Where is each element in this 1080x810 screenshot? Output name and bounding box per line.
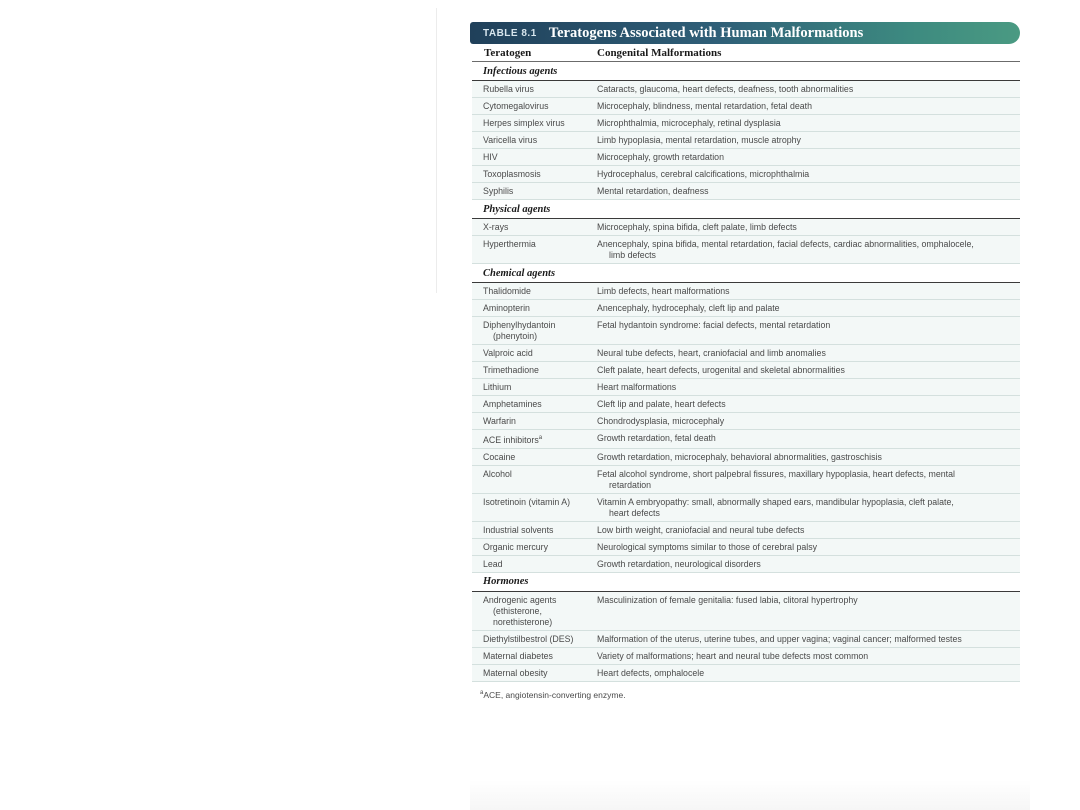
table-row <box>472 317 1020 345</box>
teratogen-cell <box>472 219 597 235</box>
malformation-text: Microcephaly, spina bifida, cleft palate, limb defects <box>597 222 797 232</box>
teratogen-cell <box>472 98 597 114</box>
teratogen-text <box>483 101 597 112</box>
malformation-cell <box>597 413 1020 429</box>
teratogen-text <box>483 399 597 410</box>
teratogen-text <box>483 348 597 359</box>
malformation-cell <box>597 556 1020 572</box>
column-header-teratogen: Teratogen <box>484 46 532 59</box>
teratogen-line: Syphilis <box>483 186 514 196</box>
teratogen-text <box>483 239 597 250</box>
table-row <box>472 396 1020 413</box>
malformation-text: Fetal alcohol syndrome, short palpebral fissures, maxillary hypoplasia, heart defects, mental <box>597 468 955 479</box>
malformation-cell <box>597 430 1020 448</box>
section-header: Infectious agents <box>472 62 1020 81</box>
teratogen-text <box>483 617 597 628</box>
malformation-cell <box>597 522 1020 538</box>
teratogen-text <box>483 186 597 197</box>
teratogen-line: Maternal obesity <box>483 667 548 678</box>
table-row <box>472 494 1020 522</box>
table-row <box>472 430 1020 449</box>
teratogen-cell <box>472 81 597 97</box>
teratogen-text <box>483 382 597 393</box>
table-title: Teratogens Associated with Human Malformations <box>548 24 864 41</box>
malformation-cell <box>597 149 1020 165</box>
malformation-text: Anencephaly, spina bifida, mental retardation, facial defects, cardiac abnormalities, omphalocele, <box>597 239 974 249</box>
malformation-text: Heart defects, omphalocele <box>597 667 705 678</box>
teratogen-text <box>483 634 597 645</box>
teratogen-cell <box>472 648 597 664</box>
table-row <box>472 631 1020 648</box>
table-row <box>472 466 1020 494</box>
teratogen-line: Rubella virus <box>483 84 534 94</box>
teratogen-text <box>483 525 597 536</box>
teratogen-text <box>483 651 597 662</box>
table-row <box>472 345 1020 362</box>
table-row <box>472 362 1020 379</box>
teratogen-text <box>483 286 597 297</box>
teratogen-cell <box>472 236 597 263</box>
malformation-text: Limb defects, heart malformations <box>597 286 730 296</box>
table-row <box>472 665 1020 682</box>
malformation-cell <box>597 98 1020 114</box>
malformation-cell <box>597 300 1020 316</box>
malformation-cell <box>597 466 1020 493</box>
section-header: Physical agents <box>472 200 1020 219</box>
table-row <box>472 556 1020 573</box>
malformation-cell <box>597 396 1020 412</box>
teratogen-cell <box>472 183 597 199</box>
teratogen-text <box>483 452 597 463</box>
table-row <box>472 592 1020 631</box>
malformation-cell <box>597 539 1020 555</box>
malformation-cell <box>597 183 1020 199</box>
table-row <box>472 449 1020 466</box>
teratogen-text <box>483 331 597 342</box>
table-row <box>472 283 1020 300</box>
teratogen-text <box>483 320 597 331</box>
teratogen-line: Varicella virus <box>483 135 538 145</box>
table-row <box>472 166 1020 183</box>
teratogen-cell <box>472 466 597 493</box>
malformation-text: Microcephaly, growth retardation <box>597 152 724 162</box>
teratogen-line: ACE inhibitors <box>483 434 539 445</box>
teratogen-line: Cocaine <box>483 451 516 462</box>
teratogen-cell <box>472 345 597 361</box>
malformation-text: Hydrocephalus, cerebral calcifications, microphthalmia <box>597 169 810 179</box>
teratogen-line: HIV <box>483 152 498 162</box>
page-edge <box>436 8 437 293</box>
teratogen-line: Valproic acid <box>483 348 533 358</box>
teratogen-line: Maternal diabetes <box>483 650 553 661</box>
malformation-cell <box>597 665 1020 681</box>
column-header-malformations: Congenital Malformations <box>597 46 722 59</box>
table-row <box>472 236 1020 264</box>
table-row <box>472 98 1020 115</box>
teratogen-line: Herpes simplex virus <box>483 118 565 128</box>
malformation-cell <box>597 592 1020 630</box>
malformation-cell <box>597 379 1020 395</box>
column-header-row <box>472 44 1020 62</box>
teratogen-table <box>470 22 1020 700</box>
teratogen-line: (phenytoin) <box>493 331 538 341</box>
teratogen-line: (ethisterone, <box>493 605 542 616</box>
malformation-text: Anencephaly, hydrocephaly, cleft lip and palate <box>597 303 780 313</box>
teratogen-text <box>483 152 597 163</box>
teratogen-cell <box>472 115 597 131</box>
table-footnote <box>480 690 1020 700</box>
teratogen-text <box>483 469 597 480</box>
teratogen-text <box>483 365 597 376</box>
teratogen-text <box>483 542 597 553</box>
malformation-cell <box>597 219 1020 235</box>
malformation-text: Neurological symptoms similar to those of cerebral palsy <box>597 541 818 552</box>
teratogen-line: Hyperthermia <box>483 239 536 249</box>
teratogen-cell <box>472 379 597 395</box>
malformation-text: Growth retardation, fetal death <box>597 433 716 443</box>
malformation-text: Cleft palate, heart defects, urogenital and skeletal abnormalities <box>597 365 845 375</box>
teratogen-line: Lead <box>483 558 503 569</box>
table-title-bar <box>470 22 1020 44</box>
table-row <box>472 379 1020 396</box>
malformation-text: Limb hypoplasia, mental retardation, muscle atrophy <box>597 135 801 145</box>
teratogen-line: Toxoplasmosis <box>483 169 541 179</box>
teratogen-cell <box>472 132 597 148</box>
malformation-text: Chondrodysplasia, microcephaly <box>597 416 725 426</box>
teratogen-line: Thalidomide <box>483 286 531 296</box>
teratogen-line: Diphenylhydantoin <box>483 320 556 330</box>
teratogen-line: Aminopterin <box>483 303 530 313</box>
malformation-text: Heart malformations <box>597 382 677 392</box>
table-body <box>472 44 1020 682</box>
teratogen-line: Warfarin <box>483 416 516 426</box>
malformation-text: Growth retardation, microcephaly, behavioral abnormalities, gastroschisis <box>597 451 882 462</box>
malformation-cell <box>597 648 1020 664</box>
footnote-marker: a <box>538 435 543 441</box>
malformation-text: Low birth weight, craniofacial and neural tube defects <box>597 524 805 535</box>
teratogen-cell <box>472 149 597 165</box>
malformation-cell <box>597 132 1020 148</box>
teratogen-line: norethisterone) <box>493 616 553 627</box>
teratogen-line: X-rays <box>483 222 509 232</box>
table-row <box>472 300 1020 317</box>
malformation-cell <box>597 236 1020 263</box>
malformation-text: Vitamin A embryopathy: small, abnormally shaped ears, mandibular hypoplasia, cleft palate, <box>597 496 954 507</box>
teratogen-text <box>483 118 597 129</box>
teratogen-cell <box>472 300 597 316</box>
malformation-cell <box>597 166 1020 182</box>
table-row <box>472 648 1020 665</box>
footnote-text: ACE, angiotensin-converting enzyme. <box>483 689 626 700</box>
teratogen-cell <box>472 522 597 538</box>
section-header: Hormones <box>472 573 1020 592</box>
malformation-cell <box>597 345 1020 361</box>
malformation-cell <box>597 631 1020 647</box>
teratogen-cell <box>472 413 597 429</box>
malformation-text: Mental retardation, deafness <box>597 186 709 196</box>
teratogen-cell <box>472 539 597 555</box>
footnote-marker: a <box>480 690 484 697</box>
table-row <box>472 413 1020 430</box>
teratogen-line: Organic mercury <box>483 541 549 552</box>
table-row <box>472 81 1020 98</box>
teratogen-line: Cytomegalovirus <box>483 101 549 111</box>
teratogen-text <box>483 416 597 427</box>
teratogen-line: Lithium <box>483 382 512 392</box>
teratogen-cell <box>472 556 597 572</box>
teratogen-text <box>483 222 597 233</box>
teratogen-text <box>483 303 597 314</box>
malformation-cell <box>597 362 1020 378</box>
malformation-text: Growth retardation, neurological disorders <box>597 558 761 569</box>
teratogen-line: Isotretinoin (vitamin A) <box>483 496 571 507</box>
malformation-text: Microphthalmia, microcephaly, retinal dysplasia <box>597 118 781 128</box>
malformation-text: Cleft lip and palate, heart defects <box>597 399 726 409</box>
table-row <box>472 219 1020 236</box>
malformation-text: Neural tube defects, heart, craniofacial and limb anomalies <box>597 348 826 358</box>
malformation-text: retardation <box>609 479 652 490</box>
teratogen-cell <box>472 592 597 630</box>
teratogen-cell <box>472 166 597 182</box>
malformation-cell <box>597 494 1020 521</box>
teratogen-line: Amphetamines <box>483 399 542 409</box>
malformation-cell <box>597 317 1020 344</box>
teratogen-text <box>483 668 597 679</box>
teratogen-cell <box>472 631 597 647</box>
teratogen-text <box>483 433 597 446</box>
teratogen-line: Diethylstilbestrol (DES) <box>483 633 574 644</box>
table-row <box>472 149 1020 166</box>
teratogen-line: Alcohol <box>483 468 512 479</box>
malformation-text: Fetal hydantoin syndrome: facial defects, mental retardation <box>597 320 831 330</box>
malformation-cell <box>597 449 1020 465</box>
table-row <box>472 115 1020 132</box>
teratogen-line: Androgenic agents <box>483 594 557 605</box>
teratogen-cell <box>472 283 597 299</box>
teratogen-cell <box>472 396 597 412</box>
teratogen-text <box>483 135 597 146</box>
malformation-text: heart defects <box>609 507 660 518</box>
teratogen-text <box>483 84 597 95</box>
teratogen-line: Industrial solvents <box>483 524 554 535</box>
table-row <box>472 539 1020 556</box>
table-row <box>472 522 1020 539</box>
malformation-text: Malformation of the uterus, uterine tubes, and upper vagina; vaginal cancer; malformed testes <box>597 633 962 644</box>
malformation-cell <box>597 115 1020 131</box>
table-row <box>472 132 1020 149</box>
malformation-cell <box>597 81 1020 97</box>
teratogen-cell <box>472 362 597 378</box>
teratogen-text <box>483 497 597 508</box>
table-row <box>472 183 1020 200</box>
teratogen-text <box>483 169 597 180</box>
teratogen-cell <box>472 449 597 465</box>
table-number: TABLE 8.1 <box>483 27 537 39</box>
section-header: Chemical agents <box>472 264 1020 283</box>
malformation-text: Variety of malformations; heart and neural tube defects most common <box>597 650 869 661</box>
malformation-text: Microcephaly, blindness, mental retardation, fetal death <box>597 101 812 111</box>
malformation-text: Cataracts, glaucoma, heart defects, deafness, tooth abnormalities <box>597 84 854 94</box>
teratogen-cell <box>472 494 597 521</box>
malformation-text: limb defects <box>609 250 656 260</box>
teratogen-cell <box>472 430 597 448</box>
scan-shadow <box>470 780 1030 810</box>
teratogen-text <box>483 606 597 617</box>
malformation-text: Masculinization of female genitalia: fused labia, clitoral hypertrophy <box>597 594 858 605</box>
teratogen-cell <box>472 665 597 681</box>
teratogen-line: Trimethadione <box>483 365 539 375</box>
teratogen-text <box>483 595 597 606</box>
teratogen-text <box>483 559 597 570</box>
teratogen-cell <box>472 317 597 344</box>
malformation-cell <box>597 283 1020 299</box>
